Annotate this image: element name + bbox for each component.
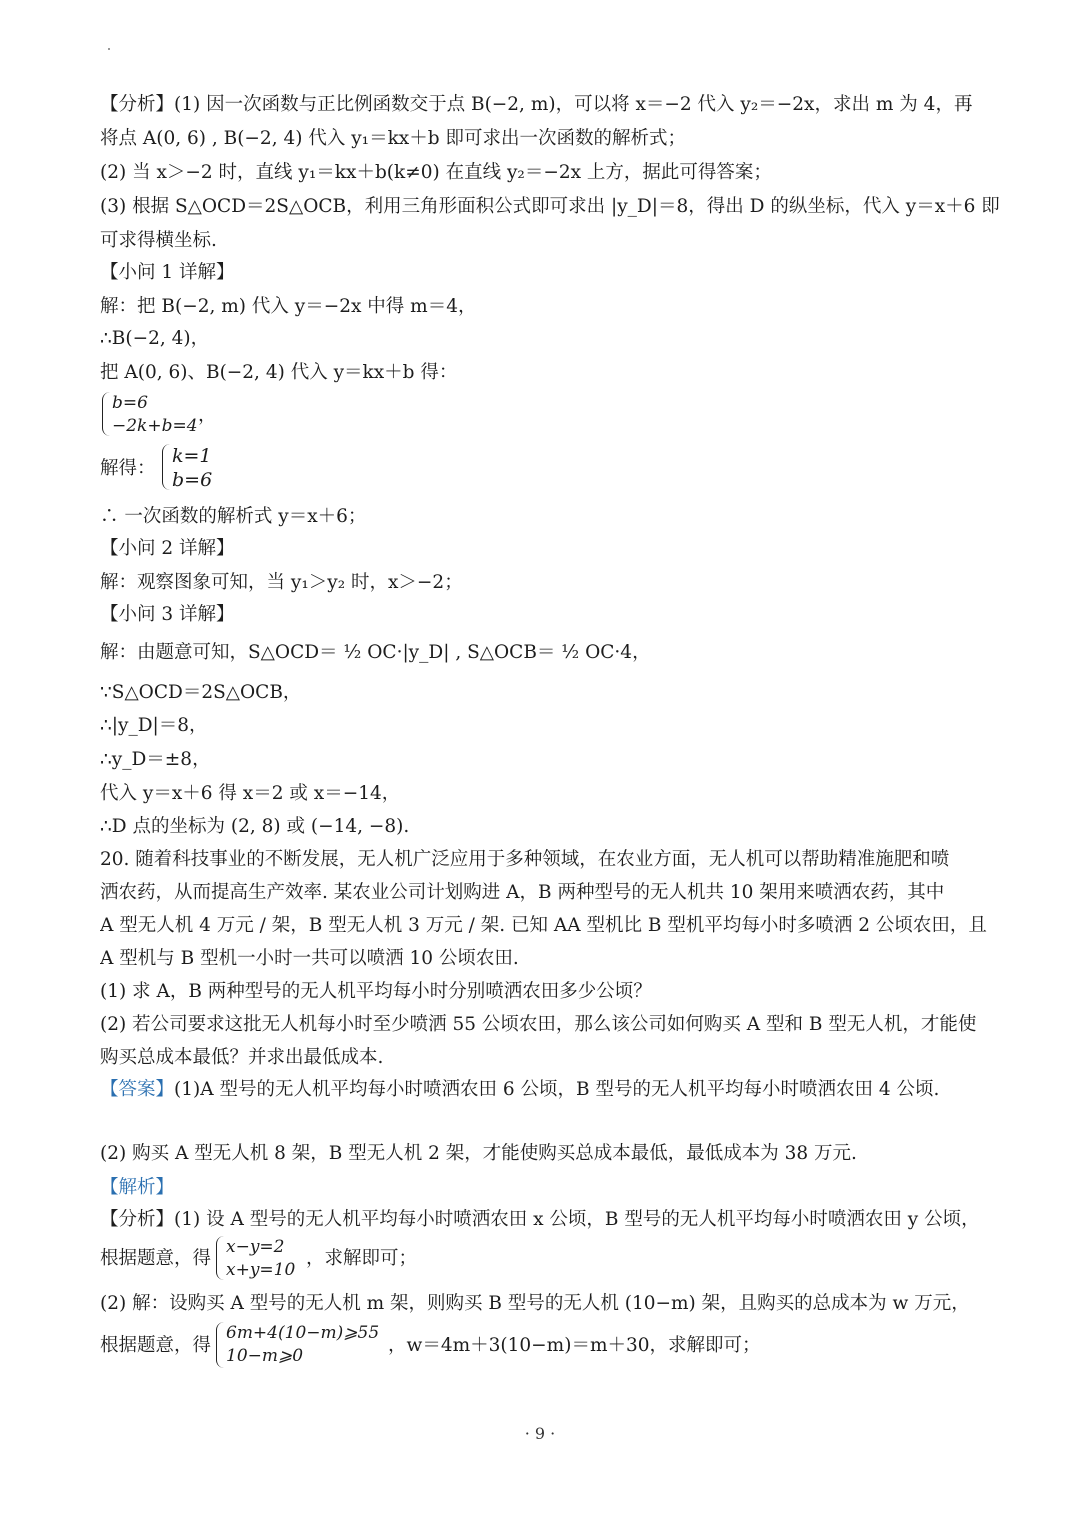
text-line: 代入 y＝x＋6 得 x＝2 或 x＝−14， [100, 783, 401, 804]
solve-label: 解得： [100, 458, 156, 479]
question-text: 20. 随着科技事业的不断发展，无人机广泛应用于多种领域，在农业方面，无人机可以帮助精准施肥和喷 [100, 849, 950, 870]
text-line: ∴|y_D|＝8， [100, 715, 208, 736]
question-text: 购买总成本最低？并求出最低成本. [100, 1047, 384, 1068]
inequality-system [100, 1322, 900, 1370]
section-heading: 【小问 2 详解】 [100, 538, 235, 559]
answer-text: (1)A 型号的无人机平均每小时喷洒农田 6 公顷，B 型号的无人机平均每小时喷洒农田 4 公顷. [174, 1079, 940, 1100]
brace [102, 392, 111, 436]
question-text: (2) 若公司要求这批无人机每小时至少喷洒 55 公顷农田，那么该公司如何购买 A 型和 B 型无人机，才能使 [100, 1014, 977, 1035]
basis-label: 根据题意，得 [100, 1335, 212, 1356]
text-line: 【分析】(1) 因一次函数与正比例函数交于点 B(−2, m)，可以将 x＝−2 代入 y₂＝−2x，求出 m 为 4，再 [100, 94, 973, 115]
answer-line [100, 1078, 1000, 1102]
section-heading: 【小问 1 详解】 [100, 262, 235, 283]
text-line: 可求得横坐标. [100, 230, 217, 251]
text-line: 【分析】(1) 设 A 型号的无人机平均每小时喷洒农田 x 公顷，B 型号的无人机平均每小时喷洒农田 y 公顷， [100, 1209, 980, 1230]
text-line: 解：由题意可知，S△OCD＝ ½ OC·|y_D| , S△OCB＝ ½ OC·4， [100, 642, 651, 663]
question-text: 洒农药，从而提高生产效率. 某农业公司计划购进 A，B 两种型号的无人机共 10 架用来喷洒农药，其中 [100, 882, 945, 903]
brace [216, 1236, 225, 1280]
text-line: ∴ 一次函数的解析式 y＝x＋6； [100, 506, 367, 527]
equation-row: b=6 [172, 469, 213, 491]
text-line: 解：把 B(−2, m) 代入 y＝−2x 中得 m＝4， [100, 296, 477, 317]
analysis-tag: 【解析】 [100, 1177, 175, 1198]
page-number: · 9 · [524, 1424, 556, 1443]
section-heading: 【小问 3 详解】 [100, 604, 235, 625]
text-line: 将点 A(0, 6) , B(−2, 4) 代入 y₁＝kx＋b 即可求出一次函数的解析式； [100, 128, 686, 149]
text-line: 解：观察图象可知，当 y₁＞y₂ 时，x＞−2； [100, 572, 463, 593]
text-line: ∴D 点的坐标为 (2, 8) 或 (−14, −8). [100, 816, 410, 837]
text-line: ∴y_D＝±8， [100, 749, 211, 770]
scan-speck [108, 48, 110, 50]
answer-tag: 【答案】 [100, 1079, 175, 1100]
text-line: (2) 当 x＞−2 时，直线 y₁＝kx＋b(k≠0) 在直线 y₂＝−2x 上方，据此可得答案； [100, 162, 772, 183]
brace [216, 1322, 225, 1368]
equation-suffix: ， [198, 405, 217, 426]
inequality-row: 6m+4(10−m)⩾55 [226, 1323, 380, 1343]
question-text: A 型机与 B 型机一小时一共可以喷洒 10 公顷农田. [100, 948, 519, 969]
inequality-row: 10−m⩾0 [226, 1346, 304, 1366]
basis-label: 根据题意，得 [100, 1248, 212, 1269]
solution-system [100, 444, 320, 494]
equation-row: x−y=2 [226, 1237, 285, 1257]
equation-suffix: ，求解即可； [306, 1248, 418, 1269]
text-line: ∴B(−2, 4)， [100, 328, 210, 349]
equation-row: k=1 [172, 445, 212, 467]
text-line: 把 A(0, 6)、B(−2, 4) 代入 y＝kx＋b 得： [100, 362, 458, 383]
text-line: (3) 根据 S△OCD＝2S△OCB，利用三角形面积公式即可求出 |y_D|＝8，得出 D 的纵坐标，代入 y＝x＋6 即 [100, 196, 1000, 217]
equation-row: b=6 [112, 393, 148, 413]
equation-suffix: ，w＝4m＋3(10−m)＝m＋30，求解即可； [388, 1335, 761, 1356]
answer-line: (2) 购买 A 型无人机 8 架，B 型无人机 2 架，才能使购买总成本最低，最低成本为 38 万元. [100, 1143, 857, 1164]
question-text: A 型无人机 4 万元 / 架，B 型无人机 3 万元 / 架. 已知 AA 型机比 B 型机平均每小时多喷洒 2 公顷农田，且 [100, 915, 987, 936]
equation-system [100, 392, 300, 438]
brace [162, 444, 171, 490]
text-line: (2) 解：设购买 A 型号的无人机 m 架，则购买 B 型号的无人机 (10−m) 架，且购买的总成本为 w 万元， [100, 1293, 970, 1314]
equation-system [100, 1236, 500, 1282]
question-text: (1) 求 A，B 两种型号的无人机平均每小时分别喷洒农田多少公顷？ [100, 981, 652, 1002]
text-line: ∵S△OCD＝2S△OCB， [100, 682, 302, 703]
equation-row: −2k+b=4 [112, 416, 198, 436]
equation-row: x+y=10 [226, 1260, 296, 1280]
